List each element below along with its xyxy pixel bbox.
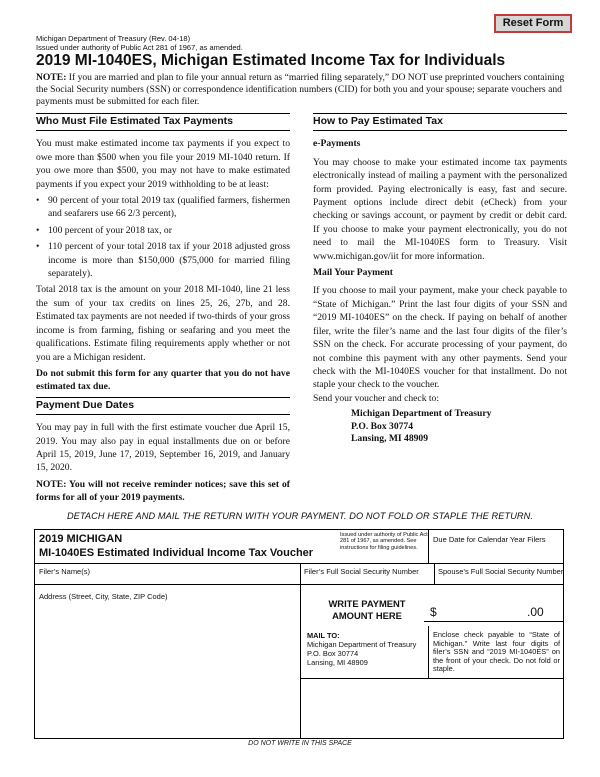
authority-line: Issued under authority of Public Act 281 of 1967, as amended. bbox=[36, 43, 243, 52]
list-item: • 90 percent of your total 2019 tax (qualified farmers, fishermen and seafarers use 66 2/3 percent), bbox=[36, 194, 290, 221]
who-must-file-heading: Who Must File Estimated Tax Payments bbox=[36, 113, 290, 131]
note-text: If you are married and plan to file your annual return as “married filing separately,” DO NOT use preprinted vouchers containing the Social Security numbers (SSN) or correspondence identification numbers (CID) for both you and your spouse; separate vouchers and payments must be submitted for each filer. bbox=[36, 72, 565, 107]
due-date-label: Due Date for Calendar Year Filers bbox=[433, 535, 546, 544]
list-item: • 110 percent of your total 2018 tax if your 2018 adjusted gross income is more than $150,000 ($75,000 for married filing separately). bbox=[36, 240, 290, 280]
reset-form-button[interactable]: Reset Form bbox=[494, 14, 572, 33]
total-tax-text: Total 2018 tax is the amount on your 2018 MI-1040, line 21 less the sum of your tax credits on lines 25, 26, 27b, and 28. Estimated tax payments are not needed if two-thirds of your gross income is from farming, fishing or seafaring and you meet the qualifications. Estimate filing requirements apply whether or not you are a Michigan resident. bbox=[36, 284, 290, 363]
how-to-pay-heading: How to Pay Estimated Tax bbox=[313, 113, 567, 131]
voucher-authority: Issued under authority of Public Act 281 of 1967, as amended. See instructions for filing guidelines. bbox=[340, 532, 428, 551]
spouse-ssn-label: Spouse’s Full Social Security Number bbox=[438, 567, 564, 576]
address-line: Lansing, MI 48909 bbox=[351, 433, 429, 445]
address-line: P.O. Box 30774 bbox=[351, 420, 414, 432]
filer-name-label: Filer’s Name(s) bbox=[39, 567, 90, 576]
treasury-address bbox=[313, 408, 567, 446]
reminder-note: NOTE: You will not receive reminder notices; save this set of forms for all of your 2019 payments. bbox=[36, 478, 290, 504]
payment-due-dates-heading: Payment Due Dates bbox=[36, 397, 290, 415]
agency-line: Michigan Department of Treasury (Rev. 04-18) bbox=[36, 34, 191, 43]
agency-info bbox=[36, 34, 243, 52]
dollar-sign: $ bbox=[430, 605, 437, 619]
mail-to-block bbox=[307, 631, 437, 667]
do-not-write-label: DO NOT WRITE IN THIS SPACE bbox=[248, 740, 352, 747]
page-title: 2019 MI-1040ES, Michigan Estimated Income Tax for Individuals bbox=[36, 52, 506, 69]
do-not-submit-warning: Do not submit this form for any quarter that you do not have estimated tax due. bbox=[36, 367, 290, 393]
mail-to-line: P.O. Box 30774 bbox=[307, 649, 359, 658]
mail-to-line: Michigan Department of Treasury bbox=[307, 640, 417, 649]
write-payment-line: WRITE PAYMENT bbox=[328, 598, 406, 609]
left-column bbox=[36, 113, 290, 508]
who-must-file-intro: You must make estimated income tax payments if you expect to owe more than $500 when you file your 2019 MI-1040 return. If you owe more than $500, you may not have to make estimated payments if you expect your 2019 withholding to be at least: bbox=[36, 138, 290, 190]
voucher-year-title: 2019 MICHIGAN bbox=[39, 533, 123, 545]
cents-label: .00 bbox=[527, 605, 544, 619]
detach-instruction: DETACH HERE AND MAIL THE RETURN WITH YOUR PAYMENT. DO NOT FOLD OR STAPLE THE RETURN. bbox=[66, 511, 534, 521]
married-note bbox=[36, 72, 566, 108]
write-payment-label bbox=[317, 598, 417, 622]
epayments-subheading: e-Payments bbox=[313, 138, 361, 150]
withholding-list bbox=[36, 194, 290, 280]
payment-due-dates-text: You may pay in full with the first estimate voucher due April 15, 2019. You may also pay in equal installments due on or before April 15, 2019, June 17, 2019, September 16, 2019, and January 15, 2020. bbox=[36, 422, 290, 474]
address-field-label: Address (Street, City, State, ZIP Code) bbox=[39, 592, 168, 601]
epayments-text: You may choose to make your estimated income tax payments electronically instead of mailing a payment with the personalized form provided. Paying electronically is easy, fast and secure. Payment options include direct debit (eCheck) from your checking or savings account, or payment by credit or debit card. If you choose to make your payment electronically, you do not need to mail the MI-1040ES form to Treasury. Visit www.michigan.gov/iit for more information. bbox=[313, 156, 567, 262]
note-label: NOTE: bbox=[36, 72, 67, 83]
right-column bbox=[313, 113, 567, 446]
send-voucher-text: Send your voucher and check to: bbox=[313, 392, 440, 404]
payment-voucher bbox=[34, 529, 564, 739]
filer-ssn-label: Filer’s Full Social Security Number bbox=[304, 567, 419, 576]
list-item: • 100 percent of your 2018 tax, or bbox=[36, 224, 290, 237]
write-payment-line: AMOUNT HERE bbox=[332, 610, 402, 621]
mail-to-label: MAIL TO: bbox=[307, 631, 340, 640]
address-line: Michigan Department of Treasury bbox=[351, 408, 492, 420]
mail-to-line: Lansing, MI 48909 bbox=[307, 658, 368, 667]
enclose-check-note: Enclose check payable to “State of Michigan.” Write last four digits of filer’s SSN and “2019 MI-1040ES” on the front of your check. Do not fold or staple. bbox=[433, 630, 560, 674]
voucher-form-title: MI-1040ES Estimated Individual Income Tax Voucher bbox=[39, 547, 314, 559]
mail-payment-subheading: Mail Your Payment bbox=[313, 267, 393, 279]
mail-payment-text: If you choose to mail your payment, make your check payable to “State of Michigan.” Print the last four digits of your SSN and “2019 MI-1040ES” on the check. If paying on behalf of another filer, write the filer’s name and the last four digits of the filer’s SSN on the check. For accurate processing of your payment, do not combine this payment with any other payments. Send your check with the MI-1040ES voucher for that installment. Do not staple your check to the voucher. bbox=[313, 285, 567, 391]
